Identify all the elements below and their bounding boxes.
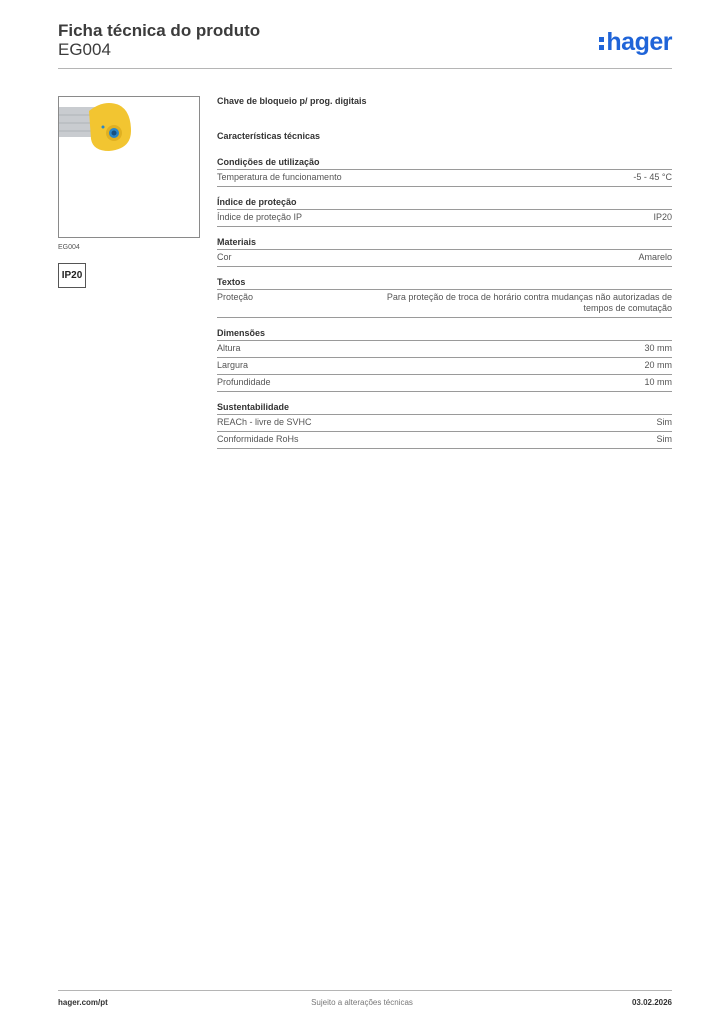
spec-row	[217, 290, 672, 318]
spec-row	[217, 170, 672, 187]
spec-row	[217, 341, 672, 358]
spec-value: -5 - 45 °C	[633, 172, 672, 182]
logo-dots-icon	[599, 34, 604, 53]
spec-row	[217, 415, 672, 432]
spec-row	[217, 375, 672, 392]
footer-date: 03.02.2026	[631, 998, 672, 1007]
footer-website-link[interactable]: hager.com/pt	[58, 998, 108, 1007]
spec-label: Temperatura de funcionamento	[217, 172, 342, 182]
spec-value: 10 mm	[644, 377, 672, 387]
spec-label: Índice de proteção IP	[217, 212, 303, 222]
spec-section-materials	[217, 237, 672, 267]
tech-specs-title: Características técnicas	[217, 131, 321, 141]
spec-section-protection	[217, 197, 672, 227]
footer-notice: Sujeito a alterações técnicas	[311, 998, 413, 1007]
spec-label: REACh - livre de SVHC	[217, 417, 312, 427]
product-code: EG004	[58, 40, 111, 59]
spec-section-texts	[217, 277, 672, 318]
spec-label: Cor	[217, 252, 232, 262]
spec-label: Altura	[217, 343, 241, 353]
spec-section-sustainability	[217, 402, 672, 449]
spec-value: 30 mm	[644, 343, 672, 353]
section-title: Condições de utilização	[217, 157, 672, 170]
spec-value: Sim	[656, 434, 672, 444]
spec-value: Amarelo	[638, 252, 672, 262]
spec-value: IP20	[653, 212, 672, 222]
spec-row	[217, 250, 672, 267]
section-title: Materiais	[217, 237, 672, 250]
spec-content	[217, 96, 672, 459]
spec-label: Largura	[217, 360, 249, 370]
spec-row	[217, 210, 672, 227]
logo-text: hager	[606, 28, 672, 56]
spec-row	[217, 358, 672, 375]
section-title: Dimensões	[217, 328, 672, 341]
section-title: Índice de proteção	[217, 197, 672, 210]
spec-section-dimensions	[217, 328, 672, 392]
spec-label: Profundidade	[217, 377, 271, 387]
spec-value: Sim	[656, 417, 672, 427]
document-title: Ficha técnica do produto	[58, 21, 261, 40]
hager-logo	[599, 28, 672, 57]
product-key-icon	[59, 97, 199, 237]
section-title: Sustentabilidade	[217, 402, 672, 415]
ip-rating-badge: IP20	[58, 263, 86, 288]
spec-section-conditions	[217, 157, 672, 187]
header-divider	[58, 68, 672, 69]
spec-value: 20 mm	[644, 360, 672, 370]
spec-value: Para proteção de troca de horário contra mudanças não autorizadas de tempos de comutação	[386, 292, 672, 313]
footer-divider	[58, 990, 672, 991]
section-title: Textos	[217, 277, 672, 290]
product-name: Chave de bloqueio p/ prog. digitais	[217, 96, 367, 106]
spec-label: Conformidade RoHs	[217, 434, 299, 444]
image-caption: EG004	[58, 244, 80, 251]
product-image	[58, 96, 200, 238]
spec-label: Proteção	[217, 292, 254, 302]
spec-row	[217, 432, 672, 449]
